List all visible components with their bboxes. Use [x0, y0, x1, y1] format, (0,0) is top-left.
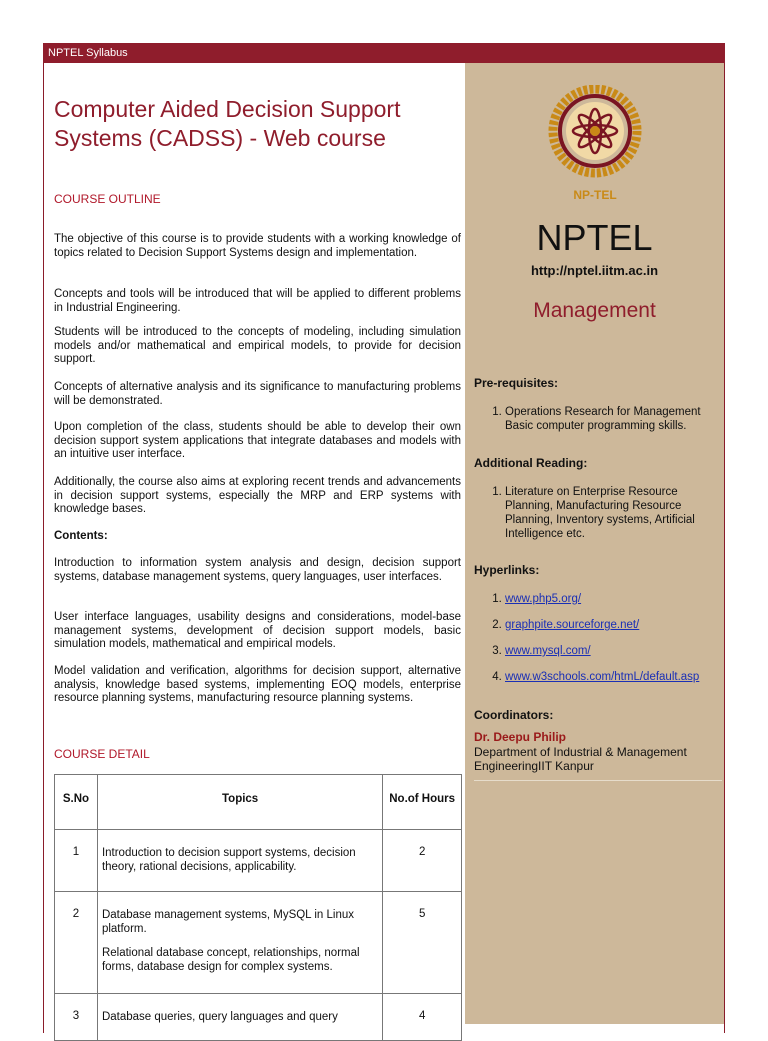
additional-reading-list: [465, 485, 717, 553]
hyperlinks-list: [465, 592, 717, 696]
outline-paragraph: Additionally, the course also aims at exploring recent trends and advancements in decision support systems, especially the MRP and ERP systems with knowledge bases.: [54, 476, 461, 515]
outline-paragraph: Concepts of alternative analysis and its significance to manufacturing problems will be demonstrated.: [54, 381, 461, 407]
list-item: 1. Operations Research for Management Basic computer programming skills.: [505, 405, 717, 433]
row-sno: 1: [55, 830, 98, 892]
site-url: http://nptel.iitm.ac.in: [530, 263, 659, 278]
divider: [474, 780, 722, 781]
hyperlink-mysql[interactable]: www.mysql.com/: [505, 645, 591, 657]
course-title: Computer Aided Decision Support Systems (CADSS) - Web course: [54, 96, 401, 151]
coordinator-department: Department of Industrial & Management EngineeringIIT Kanpur: [474, 745, 687, 773]
row-topic: [97, 994, 382, 1041]
prerequisites-list: [465, 405, 717, 445]
row-hours: 4: [383, 994, 462, 1041]
contents-paragraph: Model validation and verification, algorithms for decision support, alternative analysis, knowledge based systems, implementing EOQ models, enterprise resource planning systems, manufacturing resource planning systems.: [54, 665, 461, 704]
contents-paragraph: User interface languages, usability designs and considerations, model-base management systems, development of decision support models, basic simulation models, mathematical and empirical models.: [54, 611, 461, 650]
column-header-hours: No.of Hours: [383, 775, 462, 830]
table-row: [55, 830, 462, 892]
hyperlink-graphpite[interactable]: graphpite.sourceforge.net/: [505, 619, 640, 631]
row-topic-text: Database queries, query languages and query: [101, 1011, 338, 1023]
outline-paragraph: The objective of this course is to provide students with a working knowledge of topics related to Decision Support Systems design and implementation.: [54, 233, 461, 259]
row-hours: 5: [383, 892, 462, 994]
header-bar-label: NPTEL Syllabus: [48, 47, 128, 59]
list-item: [505, 592, 717, 606]
row-hours: 2: [383, 830, 462, 892]
course-outline-heading: COURSE OUTLINE: [54, 192, 161, 206]
hyperlink-w3schools[interactable]: www.w3schools.com/htmL/default.asp: [505, 671, 700, 683]
course-detail-heading: COURSE DETAIL: [54, 747, 150, 761]
brand-name: NPTEL: [536, 217, 653, 258]
list-item: [505, 670, 717, 684]
contents-heading: Contents:: [54, 530, 108, 542]
row-sno: 2: [55, 892, 98, 994]
outline-paragraph: Students will be introduced to the concepts of modeling, including simulation models and/or mathematical and empirical models, to provide for decision support.: [54, 326, 461, 365]
nptel-logo: [541, 85, 649, 203]
table-header-row: [55, 775, 462, 830]
row-topic-text: Introduction to decision support systems, decision theory, rational decisions, applicability.: [101, 847, 356, 873]
logo-text: NP-TEL: [573, 188, 617, 202]
contents-paragraph: Introduction to information system analysis and design, decision support systems, database management systems, query languages, user interfaces.: [54, 557, 461, 583]
additional-reading-heading: Additional Reading:: [474, 456, 588, 470]
row-topic: [97, 892, 382, 994]
row-topic: [97, 830, 382, 892]
discipline: Management: [533, 299, 656, 322]
column-header-topics: Topics: [97, 775, 382, 830]
hyperlink-php5[interactable]: www.php5.org/: [505, 593, 582, 605]
prerequisites-heading: Pre-requisites:: [474, 376, 559, 390]
outline-paragraph: Concepts and tools will be introduced that will be applied to different problems in Industrial Engineering.: [54, 288, 461, 314]
course-detail-table: [54, 774, 462, 1041]
row-topic-text: Relational database concept, relationships, normal forms, database design for complex systems.: [101, 947, 360, 973]
coordinator-name: Dr. Deepu Philip: [474, 730, 567, 744]
outline-paragraph: Upon completion of the class, students should be able to develop their own decision support system applications that integrate databases and models with an intuitive user interface.: [54, 421, 461, 460]
hyperlinks-heading: Hyperlinks:: [474, 563, 540, 577]
header-bar: [43, 43, 725, 63]
main-column: [44, 63, 465, 1024]
table-row: [55, 892, 462, 994]
list-item: 1. Literature on Enterprise Resource Planning, Manufacturing Resource Planning, Inventory systems, Artificial Intelligence etc.: [505, 485, 717, 541]
row-sno: 3: [55, 994, 98, 1041]
row-topic-text: Database management systems, MySQL in Linux platform.: [101, 909, 354, 935]
list-item: [505, 644, 717, 658]
sidebar: [465, 63, 724, 1024]
list-item: [505, 618, 717, 632]
table-row: [55, 994, 462, 1041]
column-header-sno: S.No: [55, 775, 98, 830]
coordinators-heading: Coordinators:: [474, 708, 554, 722]
